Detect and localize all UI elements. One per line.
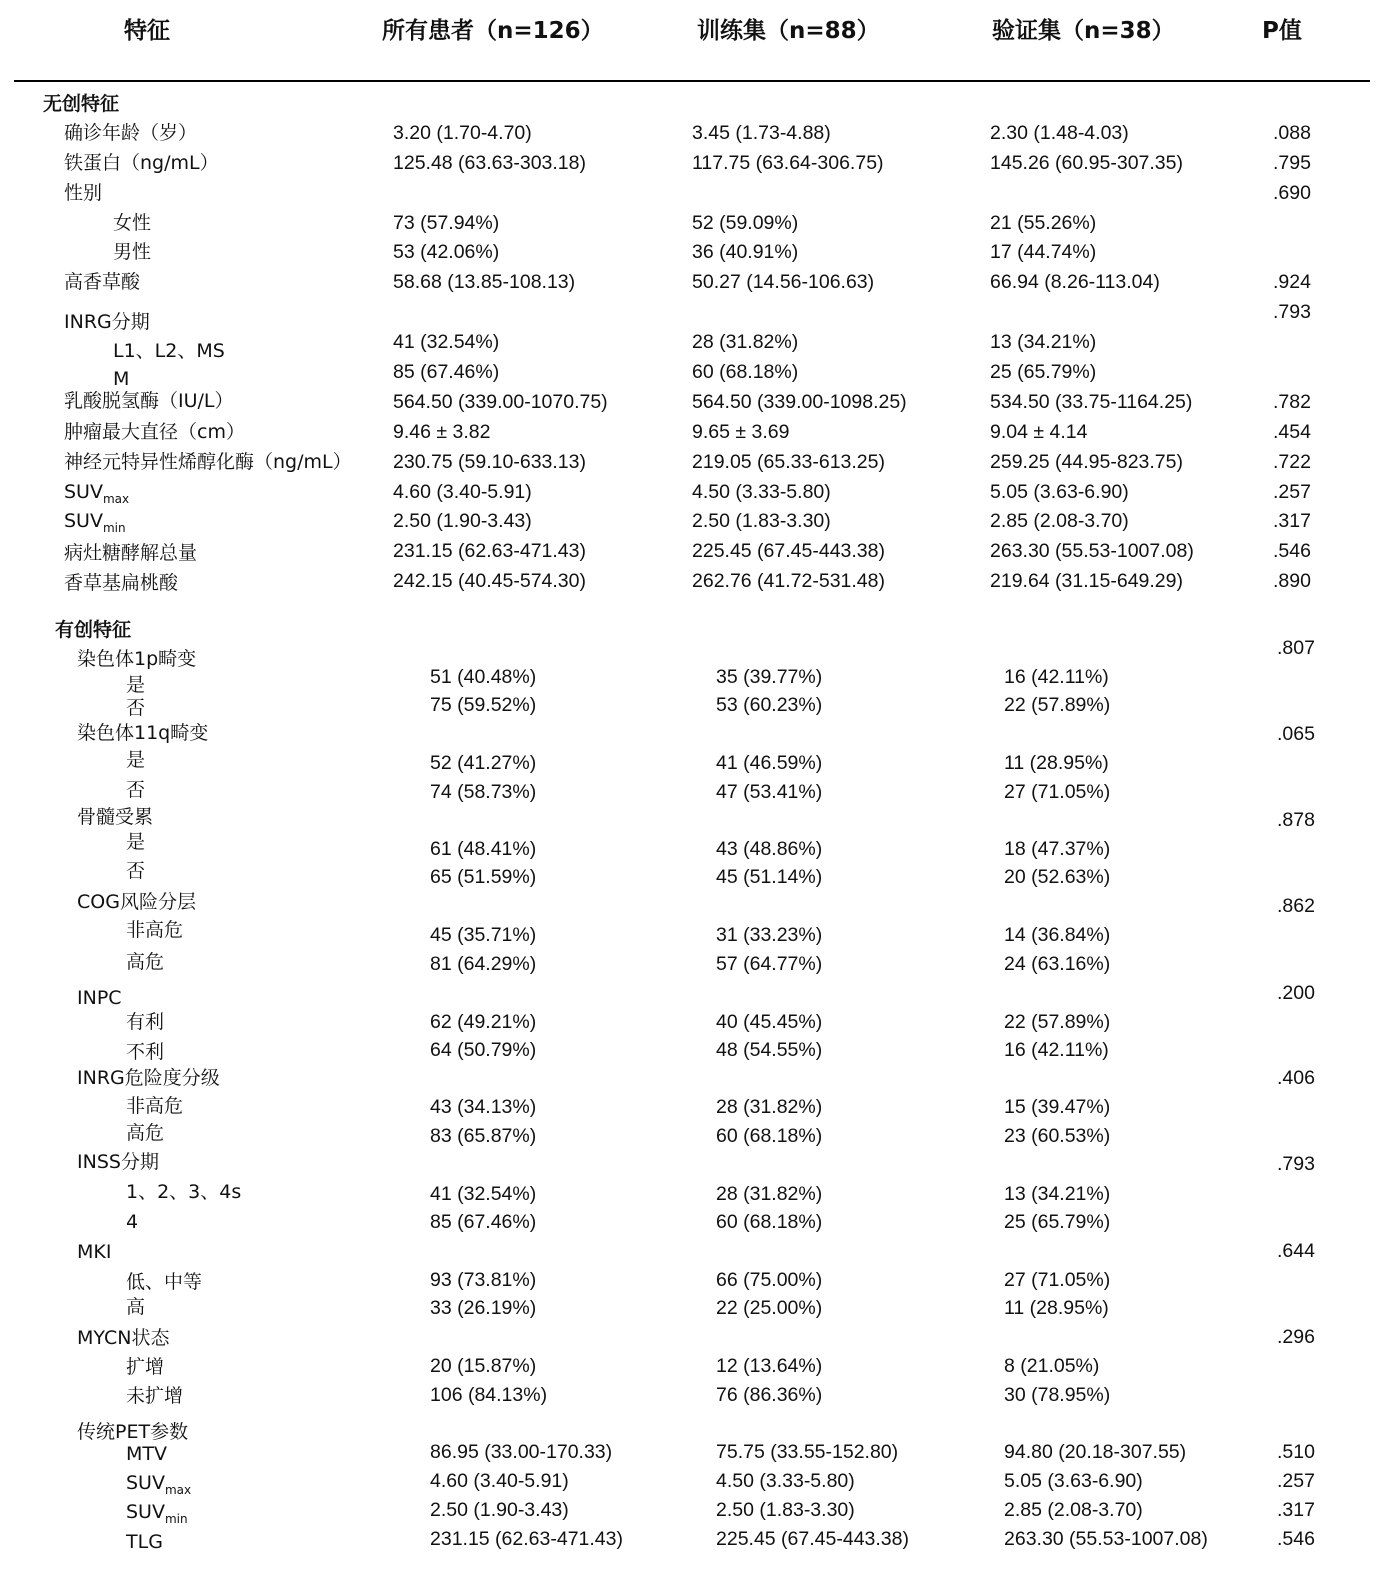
cell-all-patients: 73 (57.94%) (393, 212, 500, 234)
cell-p-value: .722 (1273, 451, 1311, 473)
row-label: 染色体1p畸变 (77, 648, 197, 670)
cell-all-patients: 41 (32.54%) (393, 331, 500, 353)
cell-validation-set: 13 (34.21%) (990, 331, 1097, 353)
row-label: 性别 (64, 182, 103, 204)
cell-p-value: .200 (1277, 982, 1315, 1004)
cell-training-set: 40 (45.45%) (716, 1011, 823, 1033)
row-label: 确诊年龄（岁） (64, 122, 198, 144)
cell-validation-set: 23 (60.53%) (1004, 1125, 1111, 1147)
cell-all-patients: 83 (65.87%) (430, 1125, 537, 1147)
cell-training-set: 9.65 ± 3.69 (692, 421, 790, 443)
row-label: 否 (126, 860, 146, 882)
row-label: 女性 (113, 212, 152, 234)
section-title-invasive: 有创特征 (55, 619, 132, 641)
cell-validation-set: 66.94 (8.26-113.04) (990, 271, 1160, 293)
cell-all-patients: 53 (42.06%) (393, 241, 500, 263)
cell-all-patients: 43 (34.13%) (430, 1096, 537, 1118)
header-all-patients: 所有患者（n=126） (382, 18, 604, 44)
cell-all-patients: 9.46 ± 3.82 (393, 421, 491, 443)
cell-validation-set: 20 (52.63%) (1004, 866, 1111, 888)
cell-training-set: 2.50 (1.83-3.30) (716, 1499, 855, 1521)
row-label: $SUV_{max}$ (126, 1472, 192, 1497)
cell-validation-set: 22 (57.89%) (1004, 694, 1111, 716)
cell-all-patients: 93 (73.81%) (430, 1269, 537, 1291)
row-label: INRG分期 (64, 311, 150, 333)
cell-training-set: 31 (33.23%) (716, 924, 823, 946)
cell-training-set: 57 (64.77%) (716, 953, 823, 975)
cell-training-set: 45 (51.14%) (716, 866, 823, 888)
cell-training-set: 35 (39.77%) (716, 666, 823, 688)
cell-all-patients: 75 (59.52%) (430, 694, 537, 716)
cell-all-patients: 45 (35.71%) (430, 924, 537, 946)
cell-validation-set: 25 (65.79%) (1004, 1211, 1111, 1233)
cell-validation-set: 263.30 (55.53-1007.08) (990, 540, 1194, 562)
row-label: 神经元特异性烯醇化酶（ng/mL） (64, 451, 352, 473)
row-label: INRG危险度分级 (77, 1067, 220, 1089)
cell-p-value: .317 (1273, 510, 1311, 532)
subscript: max (164, 1483, 192, 1497)
cell-training-set: 2.50 (1.83-3.30) (692, 510, 831, 532)
cell-p-value: .793 (1273, 301, 1311, 323)
cell-training-set: 43 (48.86%) (716, 838, 823, 860)
cell-all-patients: 58.68 (13.85-108.13) (393, 271, 576, 293)
row-label: 高危 (126, 1122, 165, 1144)
row-label: MTV (126, 1443, 167, 1465)
cell-validation-set: 11 (28.95%) (1004, 752, 1109, 774)
header-validation-set: 验证集（n=38） (992, 18, 1175, 44)
row-label: 高香草酸 (64, 271, 141, 293)
cell-validation-set: 13 (34.21%) (1004, 1183, 1111, 1205)
cell-validation-set: 219.64 (31.15-649.29) (990, 570, 1183, 592)
cell-training-set: 60 (68.18%) (716, 1211, 823, 1233)
cell-all-patients: 231.15 (62.63-471.43) (393, 540, 586, 562)
row-label: 扩增 (126, 1356, 165, 1378)
header-p-value: P值 (1262, 18, 1302, 44)
cell-all-patients: 61 (48.41%) (430, 838, 537, 860)
row-label: 骨髓受累 (77, 806, 154, 828)
cell-p-value: .644 (1277, 1240, 1315, 1262)
cell-validation-set: 94.80 (20.18-307.55) (1004, 1441, 1187, 1463)
cell-all-patients: 85 (67.46%) (430, 1211, 537, 1233)
cell-validation-set: 11 (28.95%) (1004, 1297, 1109, 1319)
cell-training-set: 225.45 (67.45-443.38) (716, 1528, 909, 1550)
cell-p-value: .088 (1273, 122, 1311, 144)
row-label: 低、中等 (126, 1271, 203, 1293)
cell-all-patients: 62 (49.21%) (430, 1011, 537, 1033)
cell-validation-set: 5.05 (3.63-6.90) (1004, 1470, 1143, 1492)
cell-validation-set: 14 (36.84%) (1004, 924, 1111, 946)
cell-all-patients: 41 (32.54%) (430, 1183, 537, 1205)
cell-validation-set: 263.30 (55.53-1007.08) (1004, 1528, 1208, 1550)
cell-training-set: 47 (53.41%) (716, 781, 823, 803)
cell-validation-set: 27 (71.05%) (1004, 1269, 1111, 1291)
row-label: 铁蛋白（ng/mL） (64, 152, 219, 174)
cell-validation-set: 25 (65.79%) (990, 361, 1097, 383)
cell-training-set: 50.27 (14.56-106.63) (692, 271, 875, 293)
row-label: 染色体11q畸变 (77, 722, 209, 744)
cell-training-set: 28 (31.82%) (716, 1096, 823, 1118)
cell-training-set: 219.05 (65.33-613.25) (692, 451, 885, 473)
cell-all-patients: 2.50 (1.90-3.43) (430, 1499, 569, 1521)
row-label: MKI (77, 1241, 112, 1263)
row-label: 香草基扁桃酸 (64, 572, 179, 594)
cell-validation-set: 259.25 (44.95-823.75) (990, 451, 1183, 473)
row-label: 否 (126, 779, 146, 801)
cell-p-value: .065 (1277, 723, 1315, 745)
row-label: 非高危 (126, 1095, 184, 1117)
cell-p-value: .296 (1277, 1326, 1315, 1348)
cell-p-value: .454 (1273, 421, 1311, 443)
cell-p-value: .782 (1273, 391, 1311, 413)
cell-p-value: .878 (1277, 809, 1315, 831)
cell-training-set: 117.75 (63.64-306.75) (692, 152, 884, 174)
cell-training-set: 12 (13.64%) (716, 1355, 823, 1377)
row-label: 是 (126, 831, 146, 853)
cell-p-value: .924 (1273, 271, 1311, 293)
cell-validation-set: 27 (71.05%) (1004, 781, 1111, 803)
row-label: 不利 (126, 1041, 165, 1063)
cell-validation-set: 15 (39.47%) (1004, 1096, 1111, 1118)
row-label: TLG (126, 1531, 163, 1553)
row-label: 有利 (126, 1011, 165, 1033)
cell-training-set: 75.75 (33.55-152.80) (716, 1441, 899, 1463)
cell-p-value: .546 (1277, 1528, 1315, 1550)
section-title-noninvasive: 无创特征 (43, 93, 120, 115)
cell-all-patients: 3.20 (1.70-4.70) (393, 122, 532, 144)
cell-training-set: 22 (25.00%) (716, 1297, 823, 1319)
cell-all-patients: 4.60 (3.40-5.91) (430, 1470, 569, 1492)
cell-p-value: .546 (1273, 540, 1311, 562)
cell-p-value: .510 (1277, 1441, 1315, 1463)
cell-p-value: .862 (1277, 895, 1315, 917)
cell-training-set: 66 (75.00%) (716, 1269, 823, 1291)
row-label: 非高危 (126, 919, 184, 941)
row-label: 是 (126, 674, 146, 696)
row-label: INSS分期 (77, 1151, 159, 1173)
cell-p-value: .317 (1277, 1499, 1315, 1521)
cell-training-set: 262.76 (41.72-531.48) (692, 570, 885, 592)
cell-validation-set: 24 (63.16%) (1004, 953, 1111, 975)
cell-training-set: 53 (60.23%) (716, 694, 823, 716)
cell-p-value: .807 (1277, 637, 1315, 659)
row-label: M (113, 368, 130, 390)
cell-validation-set: 16 (42.11%) (1004, 1039, 1109, 1061)
cell-validation-set: 145.26 (60.95-307.35) (990, 152, 1183, 174)
header-feature: 特征 (124, 18, 170, 44)
cell-validation-set: 16 (42.11%) (1004, 666, 1109, 688)
cell-all-patients: 20 (15.87%) (430, 1355, 537, 1377)
cell-validation-set: 2.85 (2.08-3.70) (990, 510, 1129, 532)
cell-all-patients: 125.48 (63.63-303.18) (393, 152, 586, 174)
header-training-set: 训练集（n=88） (697, 18, 880, 44)
cell-all-patients: 2.50 (1.90-3.43) (393, 510, 532, 532)
cell-all-patients: 65 (51.59%) (430, 866, 537, 888)
cell-p-value: .257 (1273, 481, 1311, 503)
cell-training-set: 48 (54.55%) (716, 1039, 823, 1061)
row-label: INPC (77, 987, 122, 1009)
cell-validation-set: 30 (78.95%) (1004, 1384, 1111, 1406)
cell-training-set: 28 (31.82%) (716, 1183, 823, 1205)
subscript: min (102, 521, 126, 535)
cell-training-set: 52 (59.09%) (692, 212, 799, 234)
row-label: 高 (126, 1296, 146, 1318)
subscript: max (102, 492, 130, 506)
row-label: 是 (126, 749, 146, 771)
cell-p-value: .690 (1273, 182, 1311, 204)
cell-training-set: 225.45 (67.45-443.38) (692, 540, 885, 562)
cell-p-value: .795 (1273, 152, 1311, 174)
row-label: 高危 (126, 951, 165, 973)
cell-training-set: 36 (40.91%) (692, 241, 799, 263)
row-label: 4 (126, 1211, 139, 1233)
cell-training-set: 60 (68.18%) (692, 361, 799, 383)
cell-p-value: .793 (1277, 1153, 1315, 1175)
cell-validation-set: 8 (21.05%) (1004, 1355, 1100, 1377)
cell-all-patients: 86.95 (33.00-170.33) (430, 1441, 613, 1463)
cell-all-patients: 564.50 (339.00-1070.75) (393, 391, 608, 413)
row-label: 1、2、3、4s (126, 1181, 242, 1203)
row-label: L1、L2、MS (113, 340, 225, 362)
row-label: 病灶糖酵解总量 (64, 542, 198, 564)
row-label: 传统PET参数 (77, 1421, 189, 1443)
row-label: 男性 (113, 241, 152, 263)
cell-all-patients: 85 (67.46%) (393, 361, 500, 383)
row-label: MYCN状态 (77, 1327, 170, 1349)
row-label: COG风险分层 (77, 891, 196, 913)
cell-training-set: 28 (31.82%) (692, 331, 799, 353)
row-label: 乳酸脱氢酶（IU/L） (64, 390, 234, 412)
cell-validation-set: 534.50 (33.75-1164.25) (990, 391, 1193, 413)
cell-training-set: 4.50 (3.33-5.80) (692, 481, 831, 503)
cell-validation-set: 17 (44.74%) (990, 241, 1097, 263)
row-label: 否 (126, 697, 146, 719)
cell-p-value: .890 (1273, 570, 1311, 592)
cell-all-patients: 52 (41.27%) (430, 752, 537, 774)
cell-all-patients: 106 (84.13%) (430, 1384, 548, 1406)
cell-validation-set: 9.04 ± 4.14 (990, 421, 1088, 443)
cell-all-patients: 33 (26.19%) (430, 1297, 537, 1319)
cell-training-set: 76 (86.36%) (716, 1384, 823, 1406)
cell-validation-set: 22 (57.89%) (1004, 1011, 1111, 1033)
cell-all-patients: 242.15 (40.45-574.30) (393, 570, 586, 592)
cell-p-value: .406 (1277, 1067, 1315, 1089)
row-label: $SUV_{max}$ (64, 481, 130, 506)
cell-training-set: 60 (68.18%) (716, 1125, 823, 1147)
row-label: 未扩增 (126, 1385, 184, 1407)
cell-training-set: 41 (46.59%) (716, 752, 823, 774)
cell-validation-set: 5.05 (3.63-6.90) (990, 481, 1129, 503)
row-label: 肿瘤最大直径（cm） (64, 421, 245, 443)
cell-training-set: 564.50 (339.00-1098.25) (692, 391, 907, 413)
row-label: $SUV_{min}$ (64, 510, 126, 535)
cell-all-patients: 230.75 (59.10-633.13) (393, 451, 586, 473)
cell-all-patients: 81 (64.29%) (430, 953, 537, 975)
cell-all-patients: 74 (58.73%) (430, 781, 537, 803)
subscript: min (164, 1512, 188, 1526)
cell-all-patients: 4.60 (3.40-5.91) (393, 481, 532, 503)
header-rule (14, 80, 1370, 82)
cell-validation-set: 21 (55.26%) (990, 212, 1097, 234)
cell-training-set: 4.50 (3.33-5.80) (716, 1470, 855, 1492)
cell-training-set: 3.45 (1.73-4.88) (692, 122, 831, 144)
cell-all-patients: 64 (50.79%) (430, 1039, 537, 1061)
cell-all-patients: 51 (40.48%) (430, 666, 537, 688)
cell-validation-set: 18 (47.37%) (1004, 838, 1111, 860)
cell-p-value: .257 (1277, 1470, 1315, 1492)
cell-validation-set: 2.85 (2.08-3.70) (1004, 1499, 1143, 1521)
row-label: $SUV_{min}$ (126, 1501, 188, 1526)
cell-validation-set: 2.30 (1.48-4.03) (990, 122, 1129, 144)
cell-all-patients: 231.15 (62.63-471.43) (430, 1528, 623, 1550)
